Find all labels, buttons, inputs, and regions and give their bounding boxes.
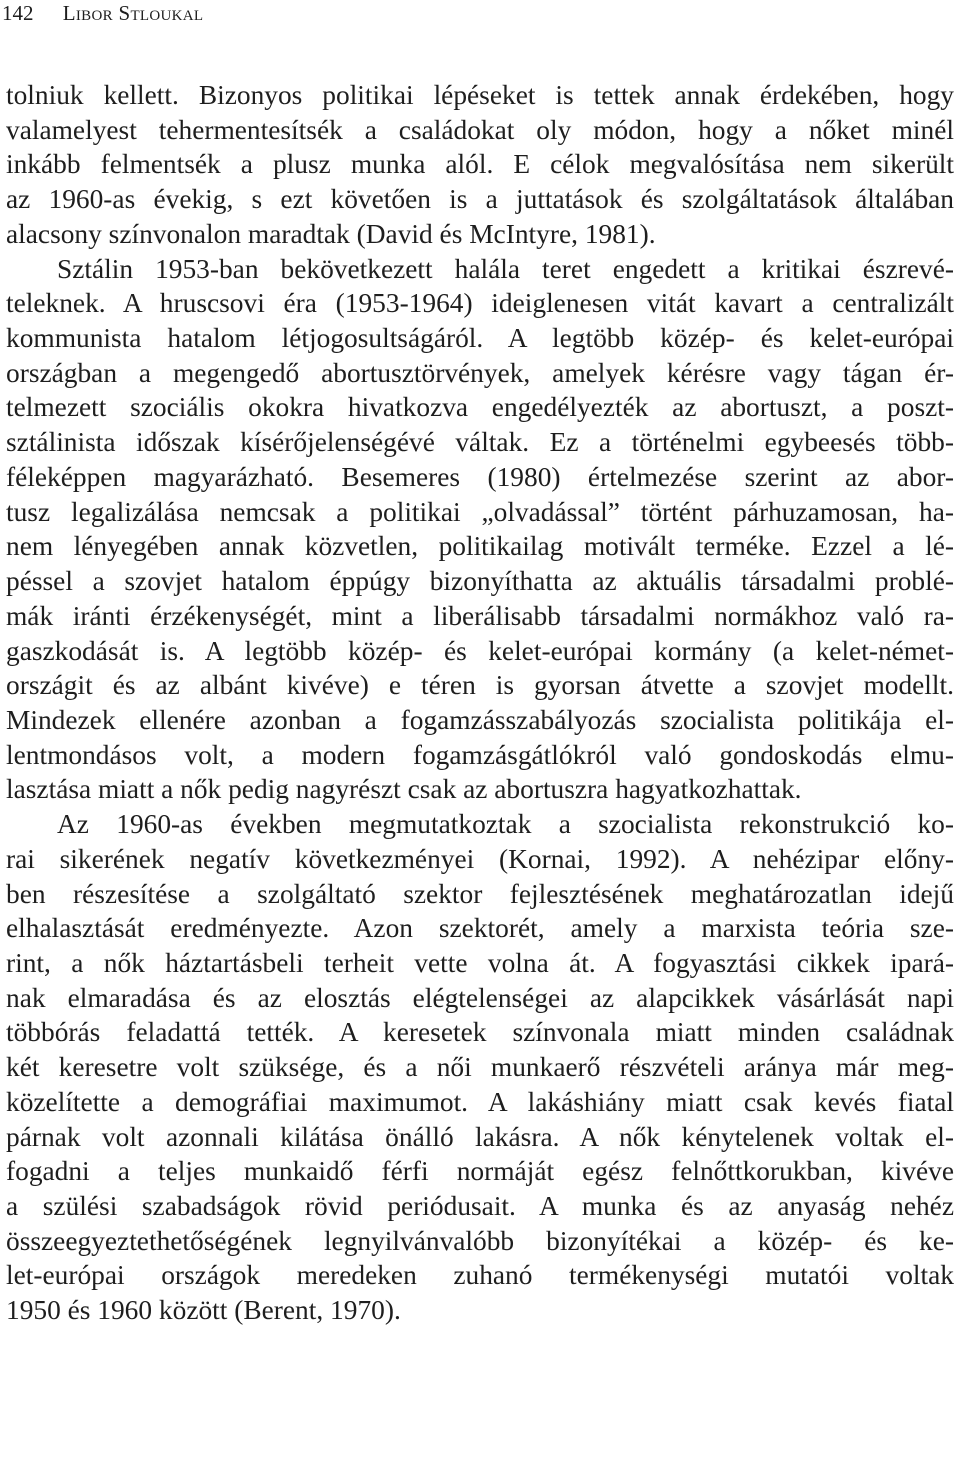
- text-line: péssel a szovjet hatalom éppúgy bizonyíthatta az aktuális társadalmi problé-: [6, 566, 954, 597]
- body-text: [6, 78, 954, 1328]
- text-line: két keresetre volt szüksége, és a női munkaerő részvételi aránya már meg-: [6, 1052, 954, 1083]
- text-line: féleképpen magyarázható. Besemeres (1980) értelmezése szerint az abor-: [6, 461, 954, 492]
- text-line: 1950 és 1960 között (Berent, 1970).: [6, 1295, 401, 1326]
- text-line: inkább felmentsék a plusz munka alól. E célok megvalósítása nem sikerült: [6, 149, 954, 180]
- text-line: országit és az albánt kivéve) e téren is gyorsan átvette a szovjet modellt.: [6, 670, 954, 701]
- text-line: fogadni a teljes munkaidő férfi normáját egész felnőttkorukban, kivéve: [6, 1156, 954, 1187]
- text-line: elhalasztását eredményezte. Azon szektorét, amely a marxista teória sze-: [6, 913, 954, 944]
- text-line: országban a megengedő abortusztörvények, amelyek kérésre vagy tágan ér-: [6, 357, 954, 388]
- text-line: telmezett szociális okokra hivatkozva engedélyezték az abortuszt, a poszt-: [6, 392, 954, 423]
- page-number: 142: [2, 1, 34, 25]
- text-line: mák iránti érzékenységét, mint a liberálisabb társadalmi normákhoz való ra-: [6, 600, 954, 631]
- text-line: let-európai országok meredeken zuhanó termékenységi mutatói voltak: [6, 1260, 954, 1291]
- text-line: nak elmaradása és az elosztás elégtelenségei az alapcikkek vásárlását napi: [6, 982, 954, 1013]
- text-line: valamelyest tehermentesítsék a családokat oly módon, hogy a nőket minél: [6, 114, 954, 145]
- text-line: teleknek. A hruscsovi éra (1953-1964) ideiglenesen vitát kavart a centralizált: [6, 288, 954, 319]
- paragraph-2: [6, 252, 954, 808]
- text-line: lasztása miatt a nők pedig nagyrészt csak az abortuszra hagyatkozhattak.: [6, 774, 802, 805]
- text-line: a szülési szabadságok rövid periódusait. A munka és az anyaság nehéz: [6, 1191, 954, 1221]
- text-line: párnak volt azonnali kilátása önálló lakásra. A nők kénytelenek voltak el-: [6, 1121, 954, 1152]
- paragraph-1: [6, 78, 954, 252]
- text-line: sztálinista időszak kísérőjelenségévé váltak. Ez a történelmi egybeesés több-: [6, 427, 954, 458]
- text-line: tusz legalizálása nemcsak a politikai „olvadással” történt párhuzamosan, ha-: [6, 496, 954, 527]
- running-head: [0, 0, 203, 26]
- text-line: gaszkodását is. A legtöbb közép- és kelet-európai kormány (a kelet-német-: [6, 635, 954, 666]
- text-line: ben részesítése a szolgáltató szektor fejlesztésének meghatározatlan idejű: [6, 878, 954, 909]
- text-line: lentmondásos volt, a modern fogamzásgátlókról való gondoskodás elmu-: [6, 739, 954, 770]
- text-line: Mindezek ellenére azonban a fogamzásszabályozás szocialista politikája el-: [6, 704, 954, 735]
- text-line: rai sikerének negatív következményei (Kornai, 1992). A nehézipar előny-: [6, 843, 954, 874]
- text-line: Sztálin 1953-ban bekövetkezett halála teret engedett a kritikai észrevé-: [57, 253, 954, 284]
- paragraph-3: [6, 807, 954, 1328]
- running-head-author: Libor Stloukal: [62, 1, 204, 25]
- text-line: alacsony színvonalon maradtak (David és McIntyre, 1981).: [6, 218, 656, 249]
- text-line: közelítette a demográfiai maximumot. A lakáshiány miatt csak kevés fiatal: [6, 1086, 954, 1117]
- text-line: rint, a nők háztartásbeli terheit vette volna át. A fogyasztási cikkek ipará-: [6, 947, 954, 978]
- text-line: összeegyeztethetőségének legnyilvánvalóbb bizonyítékai a közép- és ke-: [6, 1225, 954, 1256]
- text-line: kommunista hatalom létjogosultságáról. A legtöbb közép- és kelet-európai: [6, 323, 954, 354]
- text-line: Az 1960-as években megmutatkoztak a szocialista rekonstrukció ko-: [57, 809, 954, 840]
- text-line: tolniuk kellett. Bizonyos politikai lépéseket is tettek annak érdekében, hogy: [6, 80, 954, 110]
- text-line: nem lényegében annak közvetlen, politikailag motivált terméke. Ezzel a lé-: [6, 531, 954, 562]
- text-line: az 1960-as évekig, s ezt követően is a juttatások és szolgáltatások általában: [6, 184, 954, 215]
- text-line: többórás feladattá tették. A keresetek színvonala miatt minden családnak: [6, 1017, 954, 1048]
